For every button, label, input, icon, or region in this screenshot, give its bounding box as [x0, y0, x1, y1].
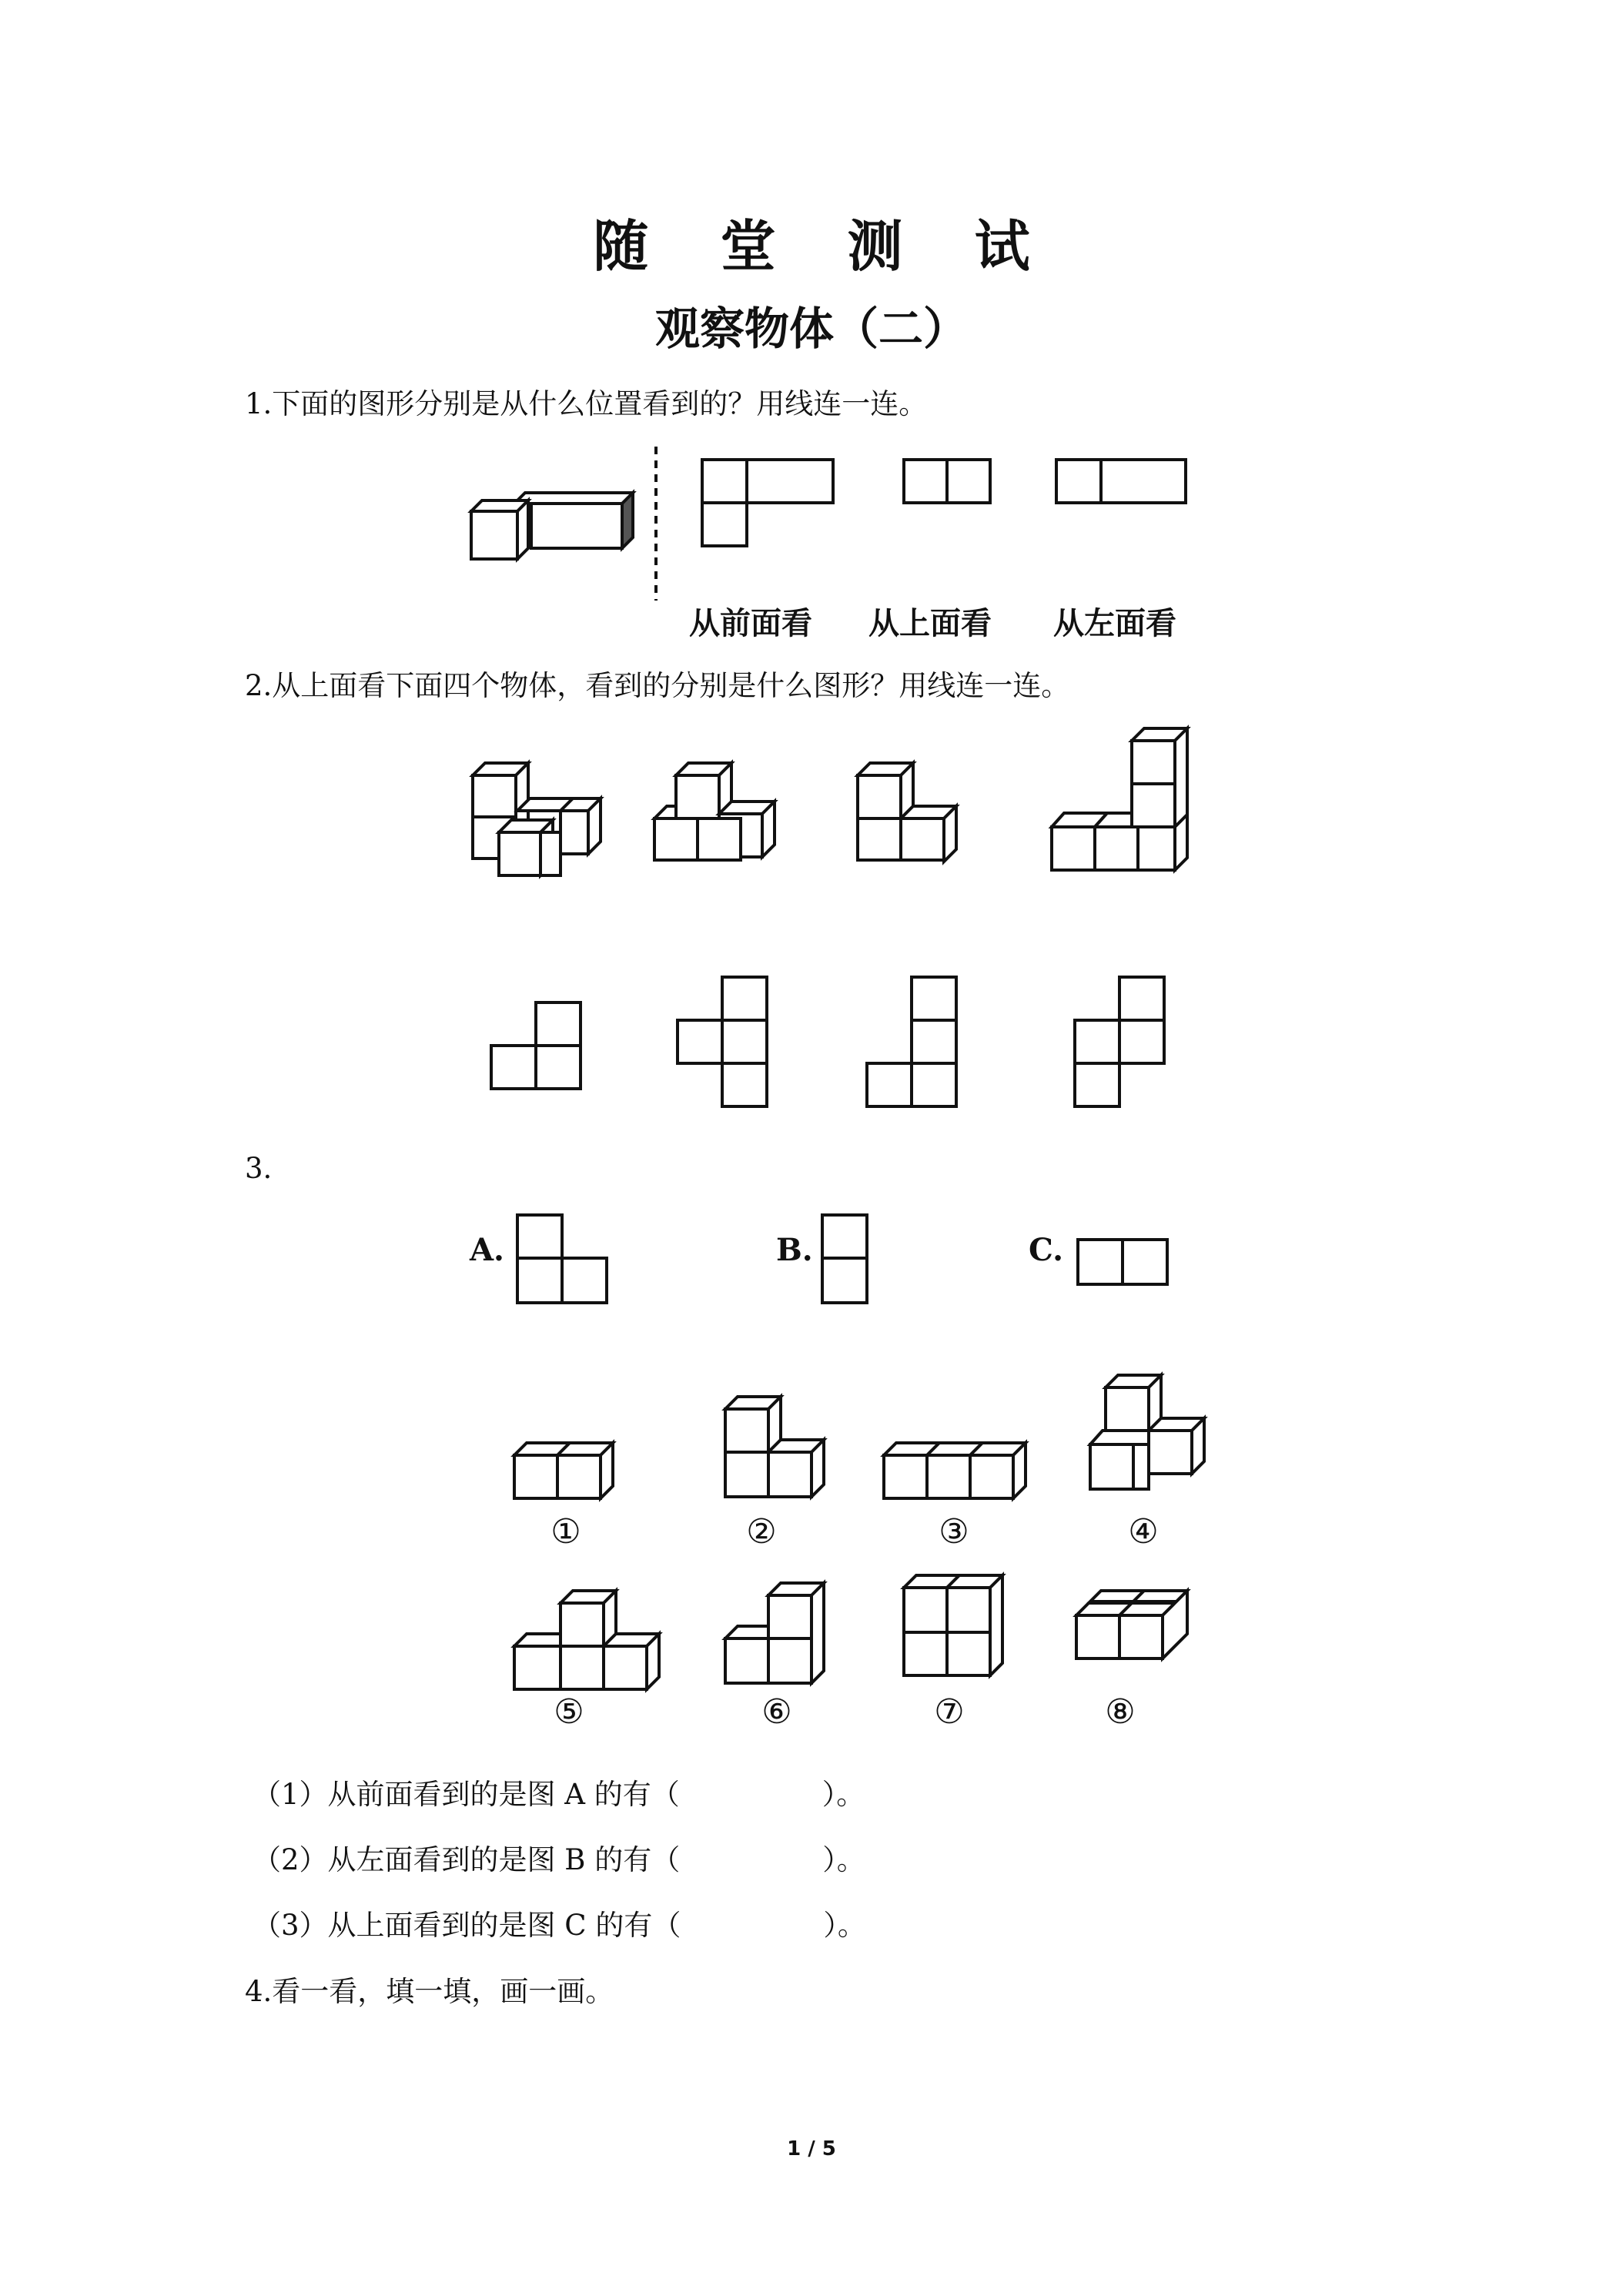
object-label-8: ⑧: [1105, 1692, 1136, 1732]
q1-view-square-and-rectangle: [1053, 458, 1189, 506]
q3-object-1: [511, 1438, 634, 1515]
q3-object-4: [1087, 1371, 1226, 1509]
option-b-figure: [819, 1212, 873, 1309]
q1-view-two-squares: [901, 458, 993, 506]
q2-object-1: [467, 758, 613, 882]
question-3-number: 3.: [245, 1152, 273, 1185]
q3-object-2: [722, 1392, 845, 1515]
page-subtitle: 观察物体（二）: [654, 303, 968, 355]
q1-view-l-shape: [699, 458, 838, 551]
object-label-5: ⑤: [554, 1692, 584, 1732]
object-label-6: ⑥: [761, 1692, 792, 1732]
question-3-part-1: （1）从前面看到的是图 A 的有（ ）。: [253, 1778, 865, 1811]
view-label-left: 从左面看: [1053, 606, 1176, 641]
object-label-1: ①: [550, 1512, 581, 1551]
q3-object-3: [881, 1438, 1042, 1515]
object-label-3: ③: [939, 1512, 969, 1551]
q2-top-view-4: [1072, 974, 1172, 1113]
q2-object-2: [651, 758, 805, 874]
object-label-7: ⑦: [934, 1692, 965, 1732]
q1-dashed-divider: [648, 447, 664, 601]
question-1: 1.下面的图形分别是从什么位置看到的？用线连一连。: [245, 387, 928, 420]
view-label-top: 从上面看: [868, 606, 992, 641]
q2-object-3: [852, 758, 990, 874]
question-4: 4.看一看，填一填，画一画。: [245, 1975, 614, 2008]
object-label-4: ④: [1128, 1512, 1159, 1551]
q3-object-5: [511, 1586, 681, 1709]
page-title: 随 堂 测 试: [593, 214, 1056, 279]
question-3-part-3: （3）从上面看到的是图 C 的有（ ）。: [253, 1909, 866, 1942]
q3-object-6: [722, 1578, 845, 1702]
question-3-part-2: （2）从左面看到的是图 B 的有（ ）。: [253, 1843, 865, 1876]
q3-object-7: [901, 1571, 1024, 1702]
option-b-label: B.: [776, 1232, 813, 1268]
q2-object-4: [1049, 724, 1218, 878]
option-a-figure: [514, 1212, 613, 1309]
q3-object-8: [1064, 1586, 1203, 1686]
q1-object-figure: [462, 477, 647, 570]
option-c-figure: [1075, 1237, 1173, 1290]
page-number: 1 / 5: [787, 2137, 836, 2160]
q2-top-view-1: [488, 999, 588, 1092]
view-label-front: 从前面看: [689, 606, 812, 641]
option-a-label: A.: [470, 1232, 504, 1268]
option-c-label: C.: [1029, 1232, 1064, 1268]
q2-top-view-3: [864, 974, 964, 1113]
question-2: 2.从上面看下面四个物体，看到的分别是什么图形？用线连一连。: [245, 669, 1070, 702]
object-label-2: ②: [746, 1512, 777, 1551]
q2-top-view-2: [674, 974, 775, 1113]
